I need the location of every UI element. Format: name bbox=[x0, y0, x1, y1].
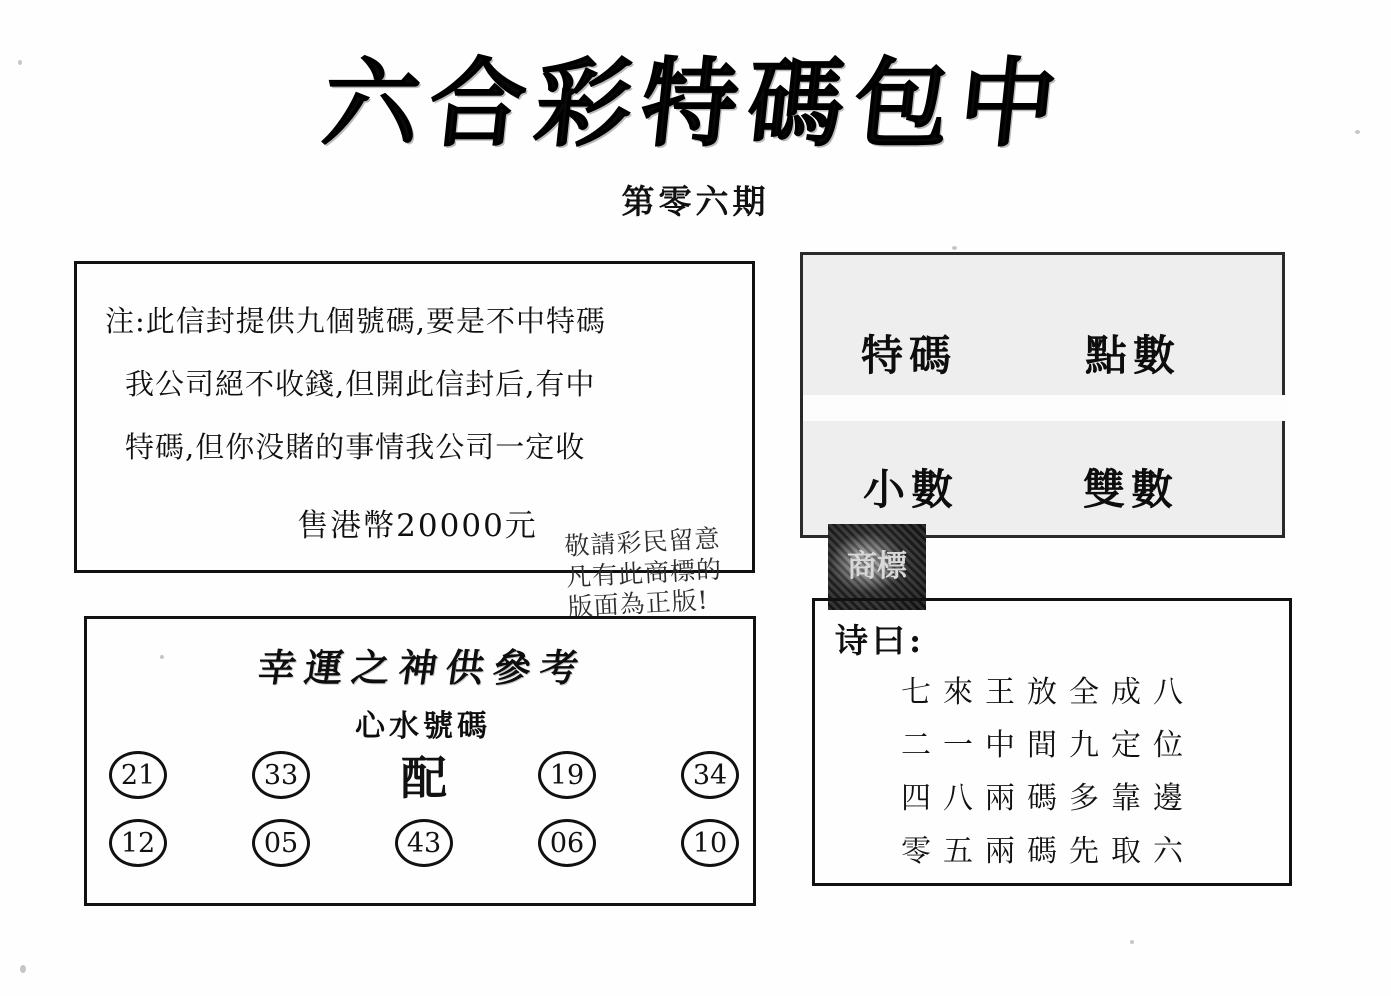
scan-speck bbox=[20, 965, 26, 973]
poem-line-4: 零五兩碼先取六 bbox=[901, 834, 1195, 869]
trademark-stamp-icon: 商標 bbox=[828, 524, 926, 610]
lucky-number-row-1 bbox=[109, 751, 739, 805]
lucky-ball: 19 bbox=[538, 751, 596, 799]
lucky-ball: 10 bbox=[681, 819, 739, 867]
scan-speck bbox=[952, 246, 957, 250]
poem-line-2: 二一中間九定位 bbox=[901, 728, 1195, 763]
special-cell-points: 點數 bbox=[1085, 331, 1182, 380]
poem-line-1: 七來王放全成八 bbox=[901, 675, 1195, 710]
special-cell-special-code: 特碼 bbox=[861, 331, 958, 380]
lucky-ball: 34 bbox=[681, 751, 739, 799]
poem-line-3: 四八兩碼多靠邊 bbox=[901, 781, 1195, 816]
lucky-ball: 33 bbox=[252, 751, 310, 799]
price-label: 售港幣20000元 bbox=[297, 508, 538, 544]
panel-divider bbox=[803, 395, 1288, 421]
poem-heading: 诗曰: bbox=[835, 621, 926, 660]
poem-box bbox=[812, 598, 1292, 886]
handwritten-note-line-2: 凡有此商標的 bbox=[565, 554, 723, 592]
lucky-ball: 06 bbox=[538, 819, 596, 867]
lucky-pair-marker: 配 bbox=[401, 751, 447, 805]
page-title: 六合彩特碼包中 bbox=[317, 47, 1072, 160]
notice-line-2: 我公司絕不收錢,但開此信封后,有中 bbox=[125, 367, 596, 401]
handwritten-note-line-1: 敬請彩民留意 bbox=[563, 523, 722, 561]
scan-speck bbox=[1130, 940, 1134, 944]
lucky-ball: 12 bbox=[109, 819, 167, 867]
special-cell-small: 小數 bbox=[863, 465, 960, 514]
notice-line-3: 特碼,但你没賭的事情我公司一定收 bbox=[125, 430, 586, 464]
lucky-title: 幸運之神供參考 bbox=[254, 645, 591, 690]
lucky-ball: 43 bbox=[395, 819, 453, 867]
handwritten-note-line-3: 版面為正版! bbox=[567, 585, 710, 622]
issue-label: 第零六期 bbox=[621, 182, 770, 221]
notice-box bbox=[74, 261, 755, 573]
special-code-panel bbox=[800, 252, 1285, 538]
lucky-number-row-2 bbox=[109, 819, 739, 867]
lucky-ball: 05 bbox=[252, 819, 310, 867]
notice-line-1: 注:此信封提供九個號碼,要是不中特碼 bbox=[105, 304, 606, 338]
lucky-ball: 21 bbox=[109, 751, 167, 799]
lucky-numbers-box bbox=[84, 616, 756, 906]
lucky-subtitle: 心水號碼 bbox=[355, 709, 491, 744]
special-cell-even: 雙數 bbox=[1083, 465, 1180, 514]
